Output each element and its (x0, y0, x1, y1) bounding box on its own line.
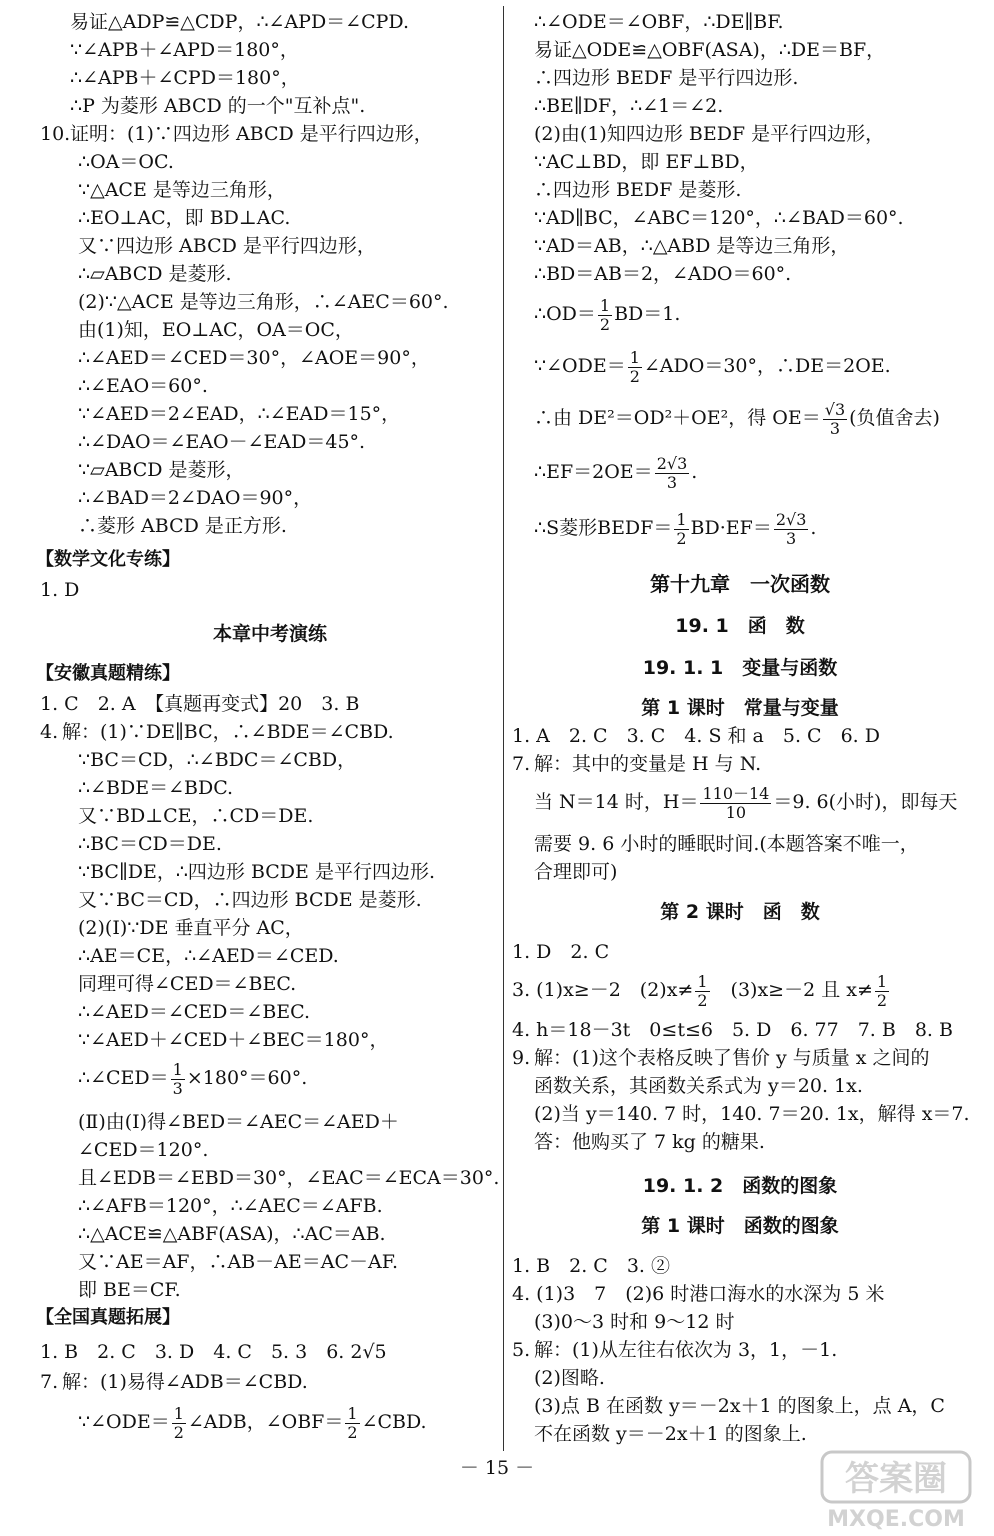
text-line: (2)(Ⅰ)∵DE 垂直平分 AC， (78, 917, 304, 939)
fraction-prefix: 3. (1)x≥－2 (2)x≠ (512, 979, 694, 1001)
fraction-prefix: 当 N＝14 时，H＝ (534, 791, 699, 813)
fraction-numerator: 1 (676, 509, 687, 529)
watermark-text: 答案圈 (845, 1459, 947, 1499)
watermark-logo (816, 1448, 976, 1534)
fraction-suffix: ∠CBD. (361, 1411, 427, 1433)
answer-line: 1. D 2. C (512, 941, 610, 963)
text-line: ∵∠AED＝2∠EAD，∴∠EAD＝15°， (78, 403, 401, 425)
fraction-denominator: 2 (347, 1422, 358, 1442)
fraction-line (534, 396, 940, 440)
fraction-suffix: BD＝1. (614, 303, 681, 325)
fraction-numerator: 1 (599, 295, 611, 315)
section-heading: 【安徽真题精练】 (36, 663, 180, 684)
chapter-exam-title: 本章中考演练 (212, 623, 327, 645)
question-label: 4. (40, 721, 59, 743)
fraction-numerator: 1 (173, 1403, 184, 1423)
fraction-line (534, 450, 697, 494)
watermark-domain: MXQE.COM (827, 1507, 965, 1532)
fraction (598, 297, 612, 334)
text-line: (2)∵△ACE 是等边三角形，∴∠AEC＝60°. (78, 291, 449, 313)
fraction-mid: (3)x≥－2 且 x≠ (711, 979, 873, 1001)
text-line: 解：(1)这个表格反映了售价 y 与质量 x 之间的 (534, 1047, 930, 1069)
fraction-line (534, 780, 957, 824)
text-line: 解：(1)∵DE∥BC，∴∠BDE＝∠CBD. (62, 721, 394, 743)
question-label: 9. (512, 1047, 531, 1069)
text-line: ∵AD∥BC，∠ABC＝120°，∴∠BAD＝60°. (534, 207, 904, 229)
fraction-denominator: 2 (599, 314, 611, 334)
text-line: ∴∠AFB＝120°，∴∠AEC＝∠AFB. (78, 1195, 383, 1217)
fraction-denominator: 3 (172, 1078, 183, 1098)
fraction-line (78, 1400, 427, 1444)
text-line: ∴∠ODE＝∠OBF，∴DE∥BF. (534, 11, 784, 33)
text-line: ∵BC＝CD，∴∠BDC＝∠CBD， (78, 749, 357, 771)
text-line: ∴P 为菱形 ABCD 的一个"互补点". (70, 95, 366, 117)
fraction-denominator: 3 (786, 528, 797, 548)
fraction (655, 455, 690, 492)
answer-line: 1. B 2. C 3. ② (512, 1255, 671, 1277)
fraction-denominator: 2 (697, 990, 708, 1010)
text-line: 不在函数 y＝－2x＋1 的图象上. (534, 1423, 807, 1445)
text-line: 且∠EDB＝∠EBD＝30°，∠EAC＝∠ECA＝30°. (78, 1167, 500, 1189)
text-line: (Ⅱ)由(Ⅰ)得∠BED＝∠AEC＝∠AED＋ (78, 1111, 399, 1133)
text-line: 又∵BC＝CD，∴四边形 BCDE 是菱形. (78, 889, 422, 911)
fraction-line (534, 506, 816, 550)
fraction-denominator: 2 (629, 366, 640, 386)
text-line: 又∵AE＝AF，∴AB－AE＝AC－AF. (78, 1251, 399, 1273)
subsection-title: 19. 1. 2 函数的图象 (642, 1175, 838, 1197)
text-line: 需要 9. 6 小时的睡眠时间.(本题答案不唯一， (534, 833, 919, 855)
fraction-prefix: ∴S菱形BEDF＝ (534, 517, 673, 539)
text-line: ∴BE∥DF，∴∠1＝∠2. (534, 95, 724, 117)
text-line: ∵AD＝AB，∴△ABD 是等边三角形， (534, 235, 850, 257)
text-line: 解：(1)易得∠ADB＝∠CBD. (62, 1371, 308, 1393)
text-line: 又∵四边形 ABCD 是平行四边形， (78, 235, 376, 257)
text-line: 由(1)知，EO⊥AC，OA＝OC， (78, 319, 354, 341)
text-line: ∵AC⊥BD，即 EF⊥BD， (534, 151, 759, 173)
fraction-mid: ∠ADB，∠OBF＝ (187, 1411, 344, 1433)
fraction-suffix: ＝9. 6(小时)，即每天 (773, 791, 958, 813)
text-line: (2)由(1)知四边形 BEDF 是平行四边形， (534, 123, 885, 145)
text-line: ∴∠AED＝∠CED＝30°，∠AOE＝90°， (78, 347, 430, 369)
fraction (695, 973, 709, 1010)
text-line: 又∵BD⊥CE，∴CD＝DE. (78, 805, 314, 827)
question-label: 7. (512, 753, 531, 775)
fraction-numerator: 1 (629, 347, 640, 367)
answer-line: 4. (1)3 7 (2)6 时港口海水的水深为 5 米 (512, 1283, 885, 1305)
text-line: ∴BC＝CD＝DE. (78, 833, 222, 855)
text-line: 函数关系，其函数关系式为 y＝20. 1x. (534, 1075, 863, 1097)
text-line: 易证△ODE≌△OBF(ASA)，∴DE＝BF， (534, 39, 886, 61)
text-line: ∴四边形 BEDF 是菱形. (534, 179, 742, 201)
fraction-denominator: 2 (876, 990, 888, 1010)
fraction-suffix: ∠ADO＝30°，∴DE＝2OE. (643, 355, 891, 377)
text-line: 解：(1)从左往右依次为 3，1，－1. (534, 1339, 838, 1361)
page-number: － 15 － (459, 1457, 535, 1479)
question-label: 5. (512, 1339, 531, 1361)
fraction (674, 511, 688, 548)
text-line: ∴OA＝OC. (78, 151, 174, 173)
fraction-numerator: 2√3 (656, 453, 688, 473)
fraction-numerator: 1 (172, 1059, 183, 1079)
fraction-numerator: 1 (876, 971, 888, 991)
answer-line: 1. B 2. C 3. D 4. C 5. 3 6. 2√5 (40, 1341, 387, 1363)
text-line: ∴四边形 BEDF 是平行四边形. (534, 67, 799, 89)
fraction-denominator: 2 (676, 528, 687, 548)
fraction-mid: BD·EF＝ (690, 517, 772, 539)
text-line: 解：其中的变量是 H 与 N. (534, 753, 762, 775)
text-line: ∵BC∥DE，∴四边形 BCDE 是平行四边形. (78, 861, 435, 883)
text-line: ∵∠APB＋∠APD＝180°， (70, 39, 299, 61)
fraction-prefix: ∵∠ODE＝ (78, 1411, 170, 1433)
answer-line: 1. A 2. C 3. C 4. S 和 a 5. C 6. D (512, 725, 880, 747)
fraction-denominator: 10 (725, 802, 747, 822)
answer-line: (3)0～3 时和 9～12 时 (534, 1311, 735, 1333)
fraction (171, 1061, 185, 1098)
text-line: 合理即可) (534, 861, 618, 883)
fraction (172, 1405, 186, 1442)
text-line: 易证△ADP≌△CDP，∴∠APD＝∠CPD. (70, 11, 410, 33)
fraction (774, 511, 809, 548)
answer-line: 1. D (40, 579, 80, 601)
fraction (700, 785, 771, 822)
question-label: 10. (40, 123, 71, 145)
fraction-line (78, 1056, 307, 1100)
fraction-line (512, 968, 891, 1012)
question-label: 7. (40, 1371, 59, 1393)
chapter-title: 第十九章 一次函数 (650, 572, 830, 596)
section-title: 19. 1 函 数 (675, 615, 805, 637)
fraction-denominator: 3 (666, 472, 678, 492)
lesson-title: 第 2 课时 函 数 (660, 901, 820, 923)
text-line: (2)当 y＝140. 7 时，140. 7＝20. 1x，解得 x＝7. (534, 1103, 970, 1125)
text-line: ∴∠APB＋∠CPD＝180°， (70, 67, 300, 89)
text-line: 答：他购买了 7 kg 的糖果. (534, 1131, 765, 1153)
fraction (628, 349, 642, 386)
fraction-suffix: (负值舍去) (849, 407, 940, 429)
fraction-numerator: 110－14 (702, 783, 770, 803)
text-line: ∴∠BDE＝∠BDC. (78, 777, 234, 799)
text-line: ∠CED＝120°. (78, 1139, 209, 1161)
fraction-denominator: 2 (173, 1422, 184, 1442)
text-line: ∴EO⊥AC，即 BD⊥AC. (78, 207, 291, 229)
lesson-title: 第 1 课时 函数的图象 (641, 1215, 839, 1237)
fraction-numerator: 1 (697, 971, 708, 991)
fraction-numerator: 1 (347, 1403, 358, 1423)
section-heading: 【全国真题拓展】 (36, 1307, 180, 1328)
subsection-title: 19. 1. 1 变量与函数 (642, 657, 838, 679)
fraction-prefix: ∴∠CED＝ (78, 1067, 169, 1089)
fraction-denominator: 3 (829, 418, 841, 438)
text-line: (2)图略. (534, 1367, 605, 1389)
text-line: 证明：(1)∵四边形 ABCD 是平行四边形， (70, 123, 433, 145)
fraction-line (534, 292, 680, 336)
answer-line: 4. h＝18－3t 0≤t≤6 5. D 6. 77 7. B 8. B (512, 1019, 953, 1041)
text-line: ∴∠BAD＝2∠DAO＝90°， (78, 487, 313, 509)
fraction-suffix: ×180°＝60°. (186, 1067, 308, 1089)
section-heading: 【数学文化专练】 (36, 549, 180, 570)
text-line: 同理可得∠CED＝∠BEC. (78, 973, 297, 995)
text-line: ∴∠AED＝∠CED＝∠BEC. (78, 1001, 311, 1023)
text-line: ∵∠AED＋∠CED＋∠BEC＝180°， (78, 1029, 389, 1051)
fraction-suffix: . (810, 517, 817, 539)
fraction-line (534, 344, 891, 388)
text-line: ∴∠EAO＝60°. (78, 375, 208, 397)
text-line: ∴△ACE≌△ABF(ASA)，∴AC＝AB. (78, 1223, 386, 1245)
fraction-prefix: ∴由 DE²＝OD²＋OE²，得 OE＝ (534, 407, 821, 429)
text-line: ∴BD＝AB＝2，∠ADO＝60°. (534, 263, 792, 285)
text-line: ∴菱形 ABCD 是正方形. (78, 515, 287, 537)
text-line: ∴∠DAO＝∠EAO－∠EAD＝45°. (78, 431, 366, 453)
fraction-numerator: √3 (824, 399, 846, 419)
fraction (823, 401, 847, 438)
text-line: ∴AE＝CE，∴∠AED＝∠CED. (78, 945, 339, 967)
text-line: ∵▱ABCD 是菱形， (78, 459, 245, 481)
fraction-numerator: 2√3 (775, 509, 807, 529)
fraction-suffix: . (691, 461, 698, 483)
text-line: 即 BE＝CF. (78, 1279, 181, 1301)
fraction-prefix: ∵∠ODE＝ (534, 355, 626, 377)
answer-line: 1. C 2. A 【真题再变式】20 3. B (40, 693, 360, 715)
lesson-title: 第 1 课时 常量与变量 (641, 697, 839, 719)
text-line: (3)点 B 在函数 y＝－2x＋1 的图象上，点 A，C (534, 1395, 945, 1417)
fraction (875, 973, 889, 1010)
fraction-prefix: ∴EF＝2OE＝ (534, 461, 653, 483)
column-divider (503, 6, 504, 1451)
text-line: ∵△ACE 是等边三角形， (78, 179, 286, 201)
text-line: ∴▱ABCD 是菱形. (78, 263, 232, 285)
fraction (345, 1405, 359, 1442)
fraction-prefix: ∴OD＝ (534, 303, 596, 325)
